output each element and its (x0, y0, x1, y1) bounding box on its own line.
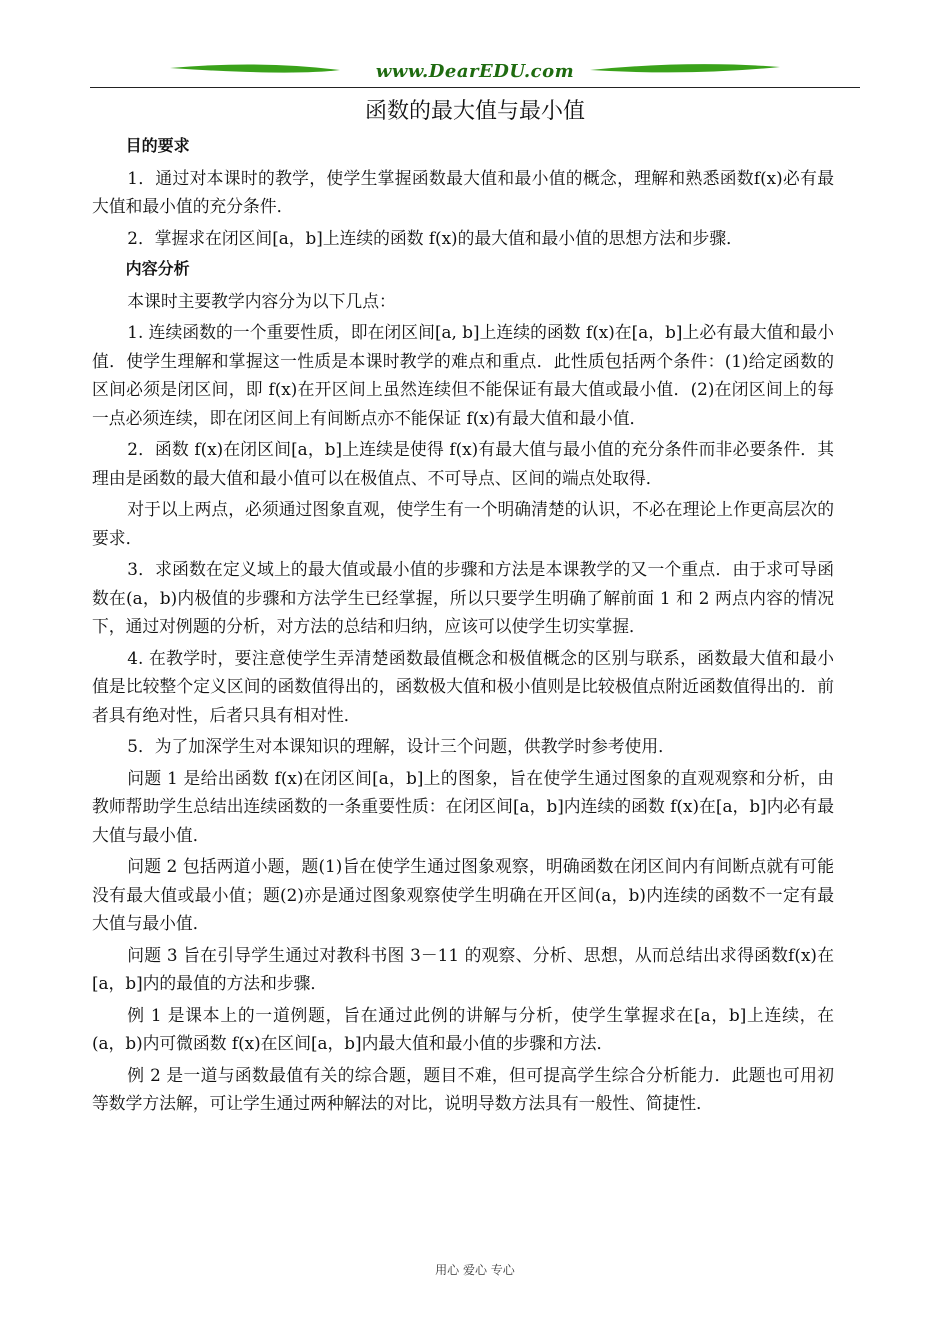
paragraph: 问题 2 包括两道小题，题(1)旨在使学生通过图象观察，明确函数在闭区间内有间断点就有可能没有最大值或最小值；题(2)亦是通过图象观察使学生明确在开区间(a，b)内连续的函数不一定有最大值与最小值． (92, 856, 834, 933)
paragraph: 问题 3 旨在引导学生通过对教科书图 3－11 的观察、分析、思想，从而总结出求得函数f(x)在[a，b]内的最值的方法和步骤． (92, 944, 834, 993)
section-heading: 内容分析 (125, 259, 190, 278)
paragraph: 3．求函数在定义域上的最大值或最小值的步骤和方法是本课教学的又一个重点．由于求可导函数在(a，b)内极值的步骤和方法学生已经掌握，所以只要学生明确了解前面 1 和 2 两点内容的情况下，通过对例题的分析，对方法的总结和归纳，应该可以使学生切实掌握． (92, 559, 834, 636)
paragraph: 4. 在教学时，要注意使学生弄清楚函数最值概念和极值概念的区别与联系，函数最大值和最小值是比较整个定义区间的函数值得出的，函数极大值和极小值则是比较极值点附近函数值得出的．前者具有绝对性，后者只具有相对性． (92, 647, 834, 725)
page-title: 函数的最大值与最小值 (364, 99, 585, 124)
paragraph: 问题 1 是给出函数 f(x)在闭区间[a，b]上的图象，旨在使学生通过图象的直观观察和分析，由教师帮助学生总结出连续函数的一条重要性质：在闭区间[a，b]内连续的函数 f(x)在[a，b]内必有最大值与最小值． (92, 767, 834, 845)
paragraph: 1. 连续函数的一个重要性质，即在闭区间[a, b]上连续的函数 f(x)在[a，b]上必有最大值和最小值．使学生理解和掌握这一性质是本课时教学的难点和重点．此性质包括两个条件：(1)给定函数的区间必须是闭区间，即 f(x)在开区间上虽然连续但不能保证有最大值或最小值．(2)在闭区间上的每一点必须连续，即在闭区间上有间断点亦不能保证 f(x)有最大值和最小值． (92, 322, 834, 428)
document-body (92, 132, 834, 1121)
paragraph: 5．为了加深学生对本课知识的理解，设计三个问题，供教学时参考使用． (127, 736, 675, 756)
paragraph: 例 2 是一道与函数最值有关的综合题，题目不难，但可提高学生综合分析能力．此题也可用初等数学方法解，可让学生通过两种解法的对比，说明导数方法具有一般性、简捷性． (92, 1064, 834, 1113)
paragraph: 例 1 是课本上的一道例题，旨在通过此例的讲解与分析，使学生掌握求在[a，b]上连续，在(a，b)内可微函数 f(x)在区间[a，b]内最大值和最小值的步骤和方法． (92, 1004, 834, 1053)
site-logo: www.DearEDU.com (375, 61, 575, 82)
paragraph: 对于以上两点，必须通过图象直观，使学生有一个明确清楚的认识，不必在理论上作更高层次的要求． (92, 499, 834, 548)
section-heading: 目的要求 (125, 136, 190, 155)
paragraph: 本课时主要教学内容分为以下几点： (127, 290, 396, 311)
paragraph: 2．掌握求在闭区间[a，b]上连续的函数 f(x)的最大值和最小值的思想方法和步骤． (127, 227, 743, 248)
header-rule (90, 87, 860, 88)
page-header (90, 58, 860, 92)
paragraph: 1．通过对本课时的教学，使学生掌握函数最大值和最小值的概念，理解和熟悉函数f(x)必有最大值和最小值的充分条件． (92, 167, 834, 216)
page-footer: 用心 爱心 专心 (435, 1263, 515, 1277)
paragraph: 2．函数 f(x)在闭区间[a，b]上连续是使得 f(x)有最大值与最小值的充分条件而非必要条件．其理由是函数的最大值和最小值可以在极值点、不可导点、区间的端点处取得． (92, 439, 834, 488)
